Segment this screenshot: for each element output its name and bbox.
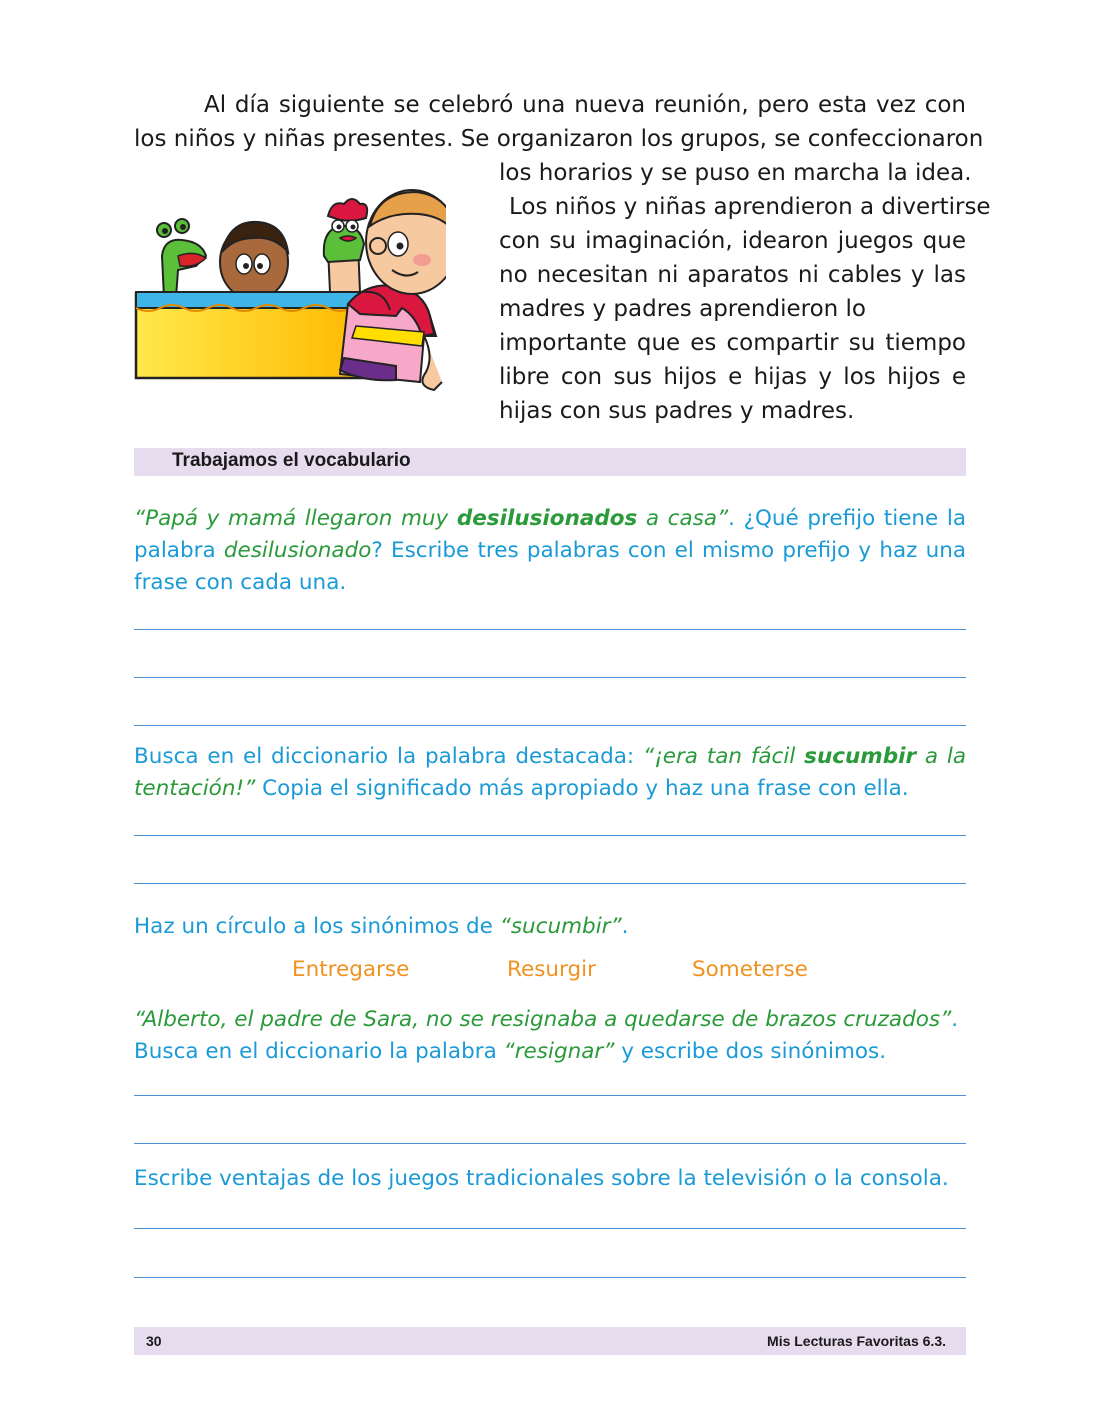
- frog-puppet-figure: [157, 219, 206, 298]
- story-line: los niños y niñas presentes. Se organizaron los grupos, se confeccionaron: [134, 126, 984, 152]
- puppet-stage-box: [136, 292, 368, 378]
- answer-line[interactable]: [134, 677, 966, 678]
- quote-text: tentación!”: [134, 776, 256, 801]
- section-title: Trabajamos el vocabulario: [172, 450, 411, 471]
- quote-text: “Alberto, el padre de Sara, no se resignaba a quedarse de brazos cruzados”: [134, 1007, 952, 1032]
- quote-text: a la: [916, 744, 966, 769]
- question-text: y escribe dos sinónimos.: [614, 1039, 887, 1064]
- answer-line[interactable]: [134, 1277, 966, 1278]
- quote-keyword: desilusionado: [223, 538, 372, 563]
- question-5-line-1: Escribe ventajas de los juegos tradicionales sobre la televisión o la consola.: [134, 1166, 949, 1191]
- boy-left-figure: [220, 222, 288, 300]
- story-paragraph-2: [499, 156, 991, 428]
- question-3-line-1: [134, 911, 970, 943]
- quote-text: a casa”: [637, 506, 729, 531]
- question-5: [134, 1163, 970, 1195]
- question-text: .: [951, 1007, 959, 1032]
- question-1-line-3: frase con cada una.: [134, 570, 347, 595]
- story-line: con su imaginación, idearon juegos que: [499, 228, 966, 254]
- story-line: no necesitan ni aparatos ni cables y las: [499, 262, 966, 288]
- question-1-line-1: [134, 503, 966, 535]
- story-line: libre con sus hijos e hijas y los hijos e: [499, 364, 966, 390]
- quote-text: “Papá y mamá llegaron muy: [134, 506, 457, 531]
- quote-keyword: sucumbir: [804, 744, 917, 769]
- question-2-line-1: [134, 741, 966, 773]
- section-banner: [134, 448, 966, 476]
- question-text: palabra: [134, 538, 224, 563]
- question-1-line-2: [134, 535, 966, 567]
- question-text: ? Escribe tres palabras con el mismo prefijo y haz una: [371, 538, 967, 563]
- answer-line[interactable]: [134, 1143, 966, 1144]
- quote-keyword: “sucumbir”: [499, 914, 622, 939]
- question-text: Copia el significado más apropiado y haz una frase con ella.: [255, 776, 909, 801]
- answer-line[interactable]: [134, 1095, 966, 1096]
- answer-line[interactable]: [134, 629, 966, 630]
- story-line: importante que es compartir su tiempo: [499, 330, 966, 356]
- question-4: [134, 1004, 970, 1068]
- question-3: [134, 911, 970, 943]
- quote-keyword: desilusionados: [456, 506, 638, 531]
- question-text: . ¿Qué prefijo tiene la: [728, 506, 967, 531]
- question-2: [134, 741, 966, 805]
- story-line: Al día siguiente se celebró una nueva reunión, pero esta vez con: [204, 92, 966, 118]
- quote-text: “¡era tan fácil: [642, 744, 805, 769]
- answer-line[interactable]: [134, 725, 966, 726]
- puppet-show-illustration: [134, 186, 446, 392]
- synonym-option[interactable]: Resurgir: [507, 957, 596, 982]
- question-text: Busca en el diccionario la palabra: [134, 1039, 504, 1064]
- question-1: [134, 503, 966, 599]
- synonym-option[interactable]: Someterse: [692, 957, 808, 982]
- question-4-line-2: [134, 1036, 970, 1068]
- quote-keyword: “resignar”: [503, 1039, 615, 1064]
- story-line: Los niños y niñas aprendieron a divertirse: [509, 194, 991, 220]
- question-2-line-2: [134, 773, 966, 805]
- book-title: Mis Lecturas Favoritas 6.3.: [767, 1333, 946, 1349]
- page-number: 30: [146, 1333, 162, 1349]
- story-line: madres y padres aprendieron lo: [499, 296, 866, 322]
- question-text: .: [621, 914, 629, 939]
- page-footer: [134, 1327, 966, 1355]
- answer-line[interactable]: [134, 1228, 966, 1229]
- story-paragraph-1: [134, 88, 984, 156]
- question-4-line-1: [134, 1004, 970, 1036]
- answer-line[interactable]: [134, 883, 966, 884]
- answer-line[interactable]: [134, 835, 966, 836]
- question-text: Busca en el diccionario la palabra destacada:: [134, 744, 643, 769]
- story-line: los horarios y se puso en marcha la idea.: [499, 160, 972, 186]
- synonym-option[interactable]: Entregarse: [292, 957, 410, 982]
- question-text: Haz un círculo a los sinónimos de: [134, 914, 500, 939]
- story-line: hijas con sus padres y madres.: [499, 398, 855, 424]
